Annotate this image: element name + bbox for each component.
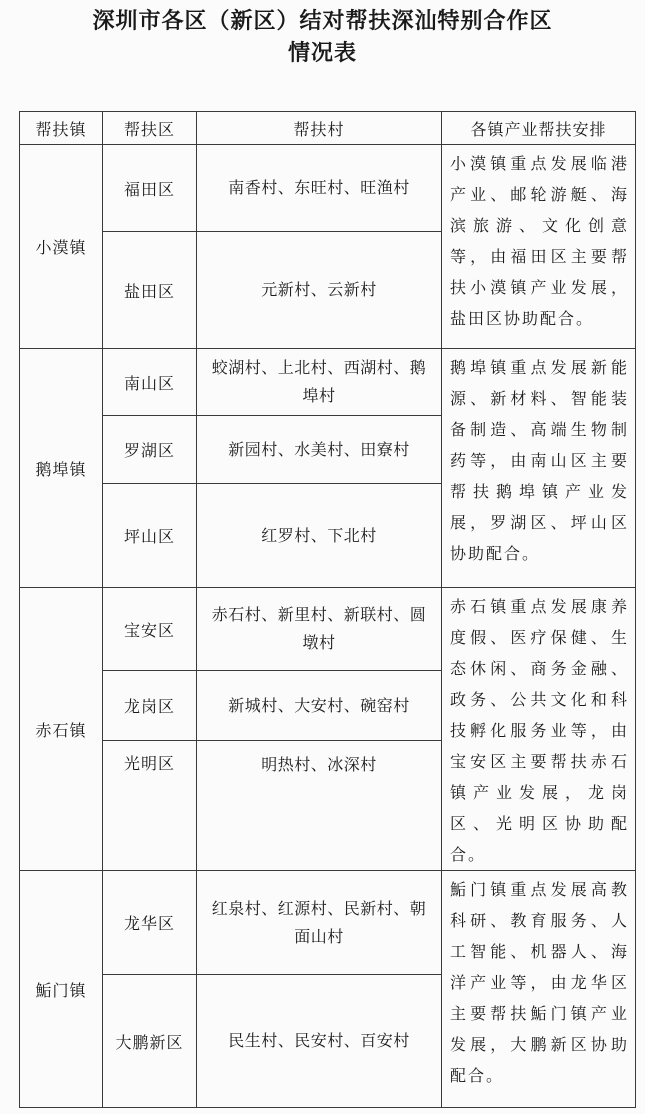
villages-cell: 赤石村、新里村、新联村、圆墩村 — [197, 588, 442, 671]
plan-cell: 小漠镇重点发展临港产业、邮轮游艇、海滨旅游、文化创意等，由福田区主要帮扶小漠镇产业发展，盐田区协助配合。 — [442, 145, 636, 349]
header-district: 帮扶区 — [103, 112, 197, 145]
town-cell: 赤石镇 — [20, 588, 103, 871]
district-cell: 龙华区 — [103, 871, 197, 975]
villages-cell: 明热村、冰深村 — [197, 741, 442, 871]
district-cell: 南山区 — [103, 349, 197, 416]
plan-cell: 赤石镇重点发展康养度假、医疗保健、生态休闲、商务金融、政务、公共文化和科技孵化服务业等，由宝安区主要帮扶赤石镇产业发展，龙岗区、光明区协助配合。 — [442, 588, 636, 871]
town-cell: 鮜门镇 — [20, 871, 103, 1108]
villages-cell: 民生村、民安村、百安村 — [197, 975, 442, 1108]
town-cell: 鹅埠镇 — [20, 349, 103, 588]
district-cell: 罗湖区 — [103, 416, 197, 484]
town-cell: 小漠镇 — [20, 145, 103, 349]
district-cell: 大鹏新区 — [103, 975, 197, 1108]
table-row — [20, 871, 636, 975]
villages-cell: 红罗村、下北村 — [197, 484, 442, 588]
document-title — [0, 6, 645, 70]
villages-cell: 南香村、东旺村、旺渔村 — [197, 145, 442, 232]
table-row — [20, 588, 636, 671]
plan-cell: 鮜门镇重点发展高教科研、教育服务、人工智能、机器人、海洋产业等，由龙华区主要帮扶鮜门镇产业发展，大鹏新区协助配合。 — [442, 871, 636, 1108]
villages-cell: 新园村、水美村、田寮村 — [197, 416, 442, 484]
villages-cell: 新城村、大安村、碗窑村 — [197, 671, 442, 741]
table-row — [20, 349, 636, 416]
header-villages: 帮扶村 — [197, 112, 442, 145]
assistance-table — [19, 111, 636, 1108]
villages-cell: 蛟湖村、上北村、西湖村、鹅埠村 — [197, 349, 442, 416]
title-line-1: 深圳市各区（新区）结对帮扶深汕特别合作区 — [92, 9, 553, 34]
district-cell: 福田区 — [103, 145, 197, 232]
table-row — [20, 145, 636, 232]
table-header-row — [20, 112, 636, 145]
district-cell: 龙岗区 — [103, 671, 197, 741]
plan-cell: 鹅埠镇重点发展新能源、新材料、智能装备制造、高端生物制药等，由南山区主要帮扶鹅埠镇产业发展，罗湖区、坪山区协助配合。 — [442, 349, 636, 588]
district-cell: 宝安区 — [103, 588, 197, 671]
villages-cell: 元新村、云新村 — [197, 232, 442, 349]
district-cell: 光明区 — [103, 741, 197, 871]
header-town: 帮扶镇 — [20, 112, 103, 145]
header-plan: 各镇产业帮扶安排 — [442, 112, 636, 145]
district-cell: 盐田区 — [103, 232, 197, 349]
title-line-2: 情况表 — [287, 41, 357, 66]
district-cell: 坪山区 — [103, 484, 197, 588]
villages-cell: 红泉村、红源村、民新村、朝面山村 — [197, 871, 442, 975]
